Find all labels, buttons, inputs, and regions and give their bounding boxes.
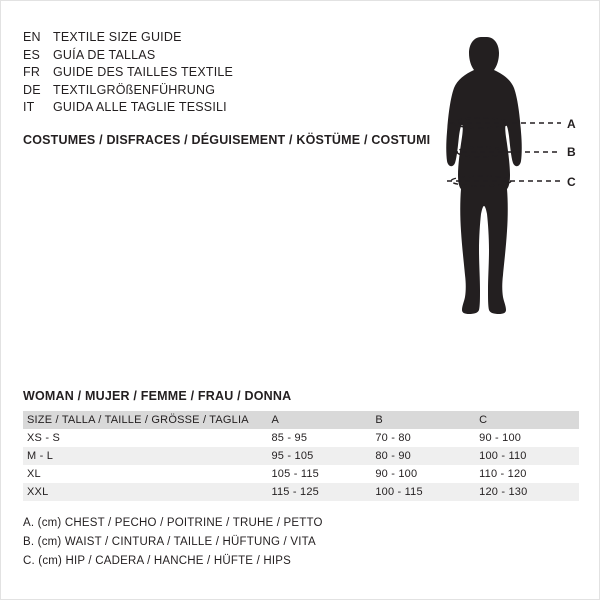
size-table (23, 411, 579, 501)
table-header (23, 411, 579, 429)
cell-a: 115 - 125 (267, 483, 371, 501)
legend-line-a: A. (cm) CHEST / PECHO / POITRINE / TRUHE / PETTO (23, 517, 323, 529)
language-row-it (23, 99, 353, 117)
measurement-label-b: B (567, 145, 576, 159)
language-list (23, 29, 353, 117)
measurement-label-c: C (567, 175, 576, 189)
measurement-legend (23, 514, 323, 571)
cell-size: M - L (23, 447, 267, 465)
cell-size: XS - S (23, 429, 267, 447)
language-text-de: TEXTILGRÖßENFÜHRUNG (53, 82, 216, 97)
language-row-de (23, 82, 353, 100)
cell-b: 100 - 115 (371, 483, 475, 501)
language-code-es: ES (23, 47, 41, 62)
cell-b: 90 - 100 (371, 465, 475, 483)
cell-size: XL (23, 465, 267, 483)
table-row (23, 483, 579, 501)
language-code-en: EN (23, 30, 41, 44)
cell-c: 110 - 120 (475, 465, 579, 483)
language-code-it: IT (23, 100, 35, 114)
table-body (23, 429, 579, 501)
legend-line-b: B. (cm) WAIST / CINTURA / TAILLE / HÜFTUNG / VITA (23, 536, 316, 548)
column-header-size: SIZE / TALLA / TAILLE / GRÖSSE / TAGLIA (23, 411, 267, 429)
language-row-fr (23, 64, 353, 82)
cell-a: 85 - 95 (267, 429, 371, 447)
cell-a: 95 - 105 (267, 447, 371, 465)
cell-c: 90 - 100 (475, 429, 579, 447)
language-text-es: GUÍA DE TALLAS (53, 47, 156, 62)
language-text-en: TEXTILE SIZE GUIDE (53, 30, 182, 44)
column-header-a: A (267, 411, 371, 429)
measurement-letter-labels (401, 19, 581, 379)
cell-c: 100 - 110 (475, 447, 579, 465)
table-header-row (23, 411, 579, 429)
cell-a: 105 - 115 (267, 465, 371, 483)
table-title: WOMAN / MUJER / FEMME / FRAU / DONNA (23, 389, 292, 403)
cell-b: 70 - 80 (371, 429, 475, 447)
table-row (23, 465, 579, 483)
cell-size: XXL (23, 483, 267, 501)
column-header-b: B (371, 411, 475, 429)
table-row (23, 447, 579, 465)
costumes-heading: COSTUMES / DISFRACES / DÉGUISEMENT / KÖSTÜME / COSTUMI (23, 133, 431, 147)
measurement-label-a: A (567, 117, 576, 131)
language-code-fr: FR (23, 65, 41, 79)
language-code-de: DE (23, 82, 41, 97)
column-header-c: C (475, 411, 579, 429)
language-text-fr: GUIDE DES TAILLES TEXTILE (53, 65, 234, 79)
cell-c: 120 - 130 (475, 483, 579, 501)
female-silhouette-figure (401, 19, 581, 379)
legend-line-c: C. (cm) HIP / CADERA / HANCHE / HÜFTE / HIPS (23, 555, 292, 567)
language-row-es (23, 47, 353, 65)
language-row-en (23, 29, 353, 47)
table-row (23, 429, 579, 447)
language-text-it: GUIDA ALLE TAGLIE TESSILI (53, 100, 227, 114)
cell-b: 80 - 90 (371, 447, 475, 465)
